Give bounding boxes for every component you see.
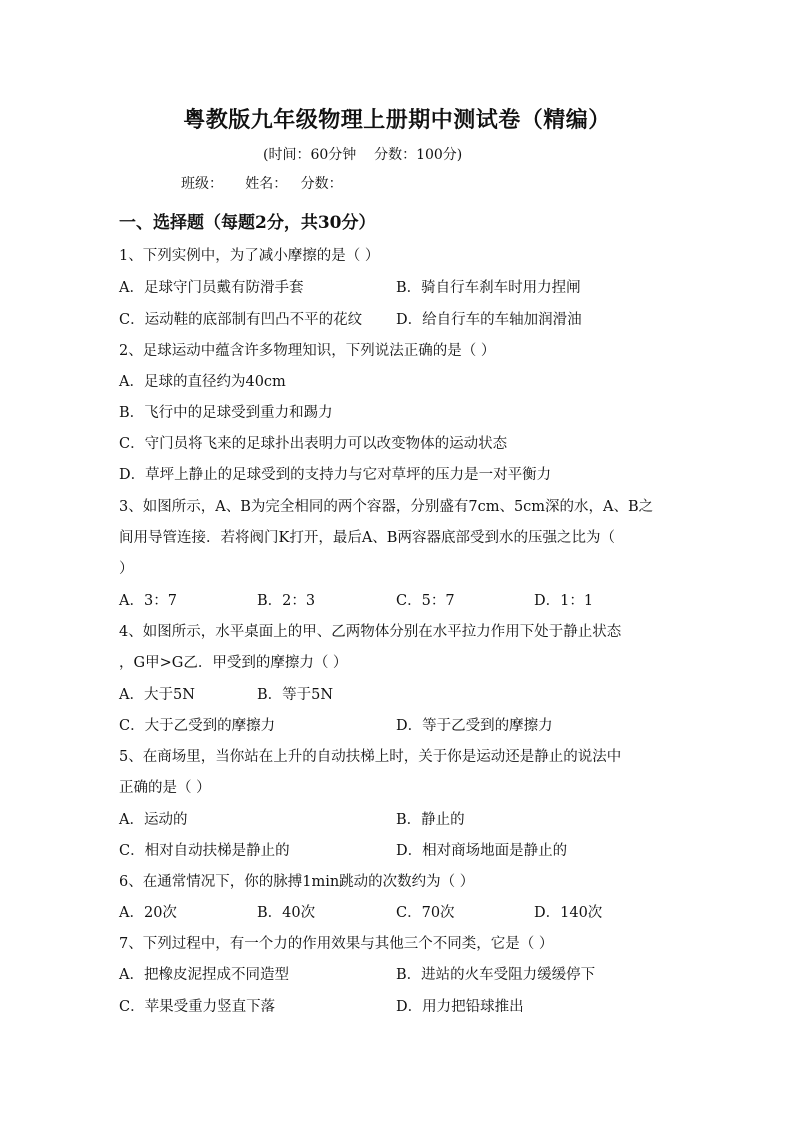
question-1-stem: 1、下列实例中，为了减小摩擦的是（ ） [119, 248, 380, 264]
question-2-option-b: B．飞行中的足球受到重力和踢力 [119, 405, 333, 421]
question-4-option-c: C．大于乙受到的摩擦力 [119, 718, 276, 734]
question-3-stem-line-2: 间用导管连接．若将阀门K打开，最后A、B两容器底部受到水的压强之比为（ [119, 530, 615, 546]
question-2-option-d: D．草坪上静止的足球受到的支持力与它对草坪的压力是一对平衡力 [119, 467, 552, 483]
question-4-stem-line-2: ，G甲>G乙．甲受到的摩擦力（ ） [119, 655, 348, 671]
question-6-stem: 6、在通常情况下，你的脉搏1min跳动的次数约为（ ） [119, 874, 475, 890]
question-6-option-a: A．20次 [119, 905, 177, 921]
question-1-option-b: B．骑自行车刹车时用力捏闸 [396, 280, 581, 296]
question-1-option-a: A．足球守门员戴有防滑手套 [119, 280, 304, 296]
question-3-option-d: D．1：1 [534, 593, 594, 609]
question-2-stem: 2、足球运动中蕴含许多物理知识，下列说法正确的是（ ） [119, 343, 496, 359]
question-7-option-b: B．进站的火车受阻力缓缓停下 [396, 967, 596, 983]
question-6-option-d: D．140次 [534, 905, 603, 921]
question-5-option-a: A．运动的 [119, 812, 188, 828]
section-heading: 一、选择题（每题2分，共30分） [119, 213, 376, 233]
student-info-line: 班级： 姓名： 分数： [181, 176, 343, 192]
question-2-option-a: A．足球的直径约为40cm [119, 374, 286, 390]
question-3-stem-line-3: ） [119, 561, 134, 577]
question-1-option-c: C．运动鞋的底部制有凹凸不平的花纹 [119, 312, 363, 328]
exam-subtitle: (时间：60分钟 分数：100分) [263, 147, 463, 163]
question-4-option-d: D．等于乙受到的摩擦力 [396, 718, 553, 734]
question-7-option-c: C．苹果受重力竖直下落 [119, 999, 276, 1015]
question-5-stem-line-1: 5、在商场里，当你站在上升的自动扶梯上时，关于你是运动还是静止的说法中 [119, 749, 622, 765]
question-3-option-a: A．3：7 [119, 593, 177, 609]
question-5-stem-line-2: 正确的是（ ） [119, 780, 211, 796]
question-3-option-b: B．2：3 [257, 593, 316, 609]
question-5-option-b: B．静止的 [396, 812, 465, 828]
question-5-option-c: C．相对自动扶梯是静止的 [119, 843, 290, 859]
question-2-option-c: C．守门员将飞来的足球扑出表明力可以改变物体的运动状态 [119, 436, 508, 452]
question-7-option-a: A．把橡皮泥捏成不同造型 [119, 967, 289, 983]
question-1-option-d: D．给自行车的车轴加润滑油 [396, 312, 582, 328]
question-7-option-d: D．用力把铅球推出 [396, 999, 524, 1015]
question-4-option-a: A．大于5N [119, 687, 195, 703]
question-3-stem-line-1: 3、如图所示，A、B为完全相同的两个容器，分别盛有7cm、5cm深的水，A、B之 [119, 499, 654, 515]
page-title: 粤教版九年级物理上册期中测试卷（精编） [183, 107, 611, 133]
question-4-option-b: B．等于5N [257, 687, 334, 703]
question-3-option-c: C．5：7 [396, 593, 455, 609]
question-5-option-d: D．相对商场地面是静止的 [396, 843, 568, 859]
question-6-option-c: C．70次 [396, 905, 455, 921]
question-4-stem-line-1: 4、如图所示，水平桌面上的甲、乙两物体分别在水平拉力作用下处于静止状态 [119, 624, 622, 640]
question-7-stem: 7、下列过程中，有一个力的作用效果与其他三个不同类，它是（ ） [119, 936, 554, 952]
question-6-option-b: B．40次 [257, 905, 316, 921]
